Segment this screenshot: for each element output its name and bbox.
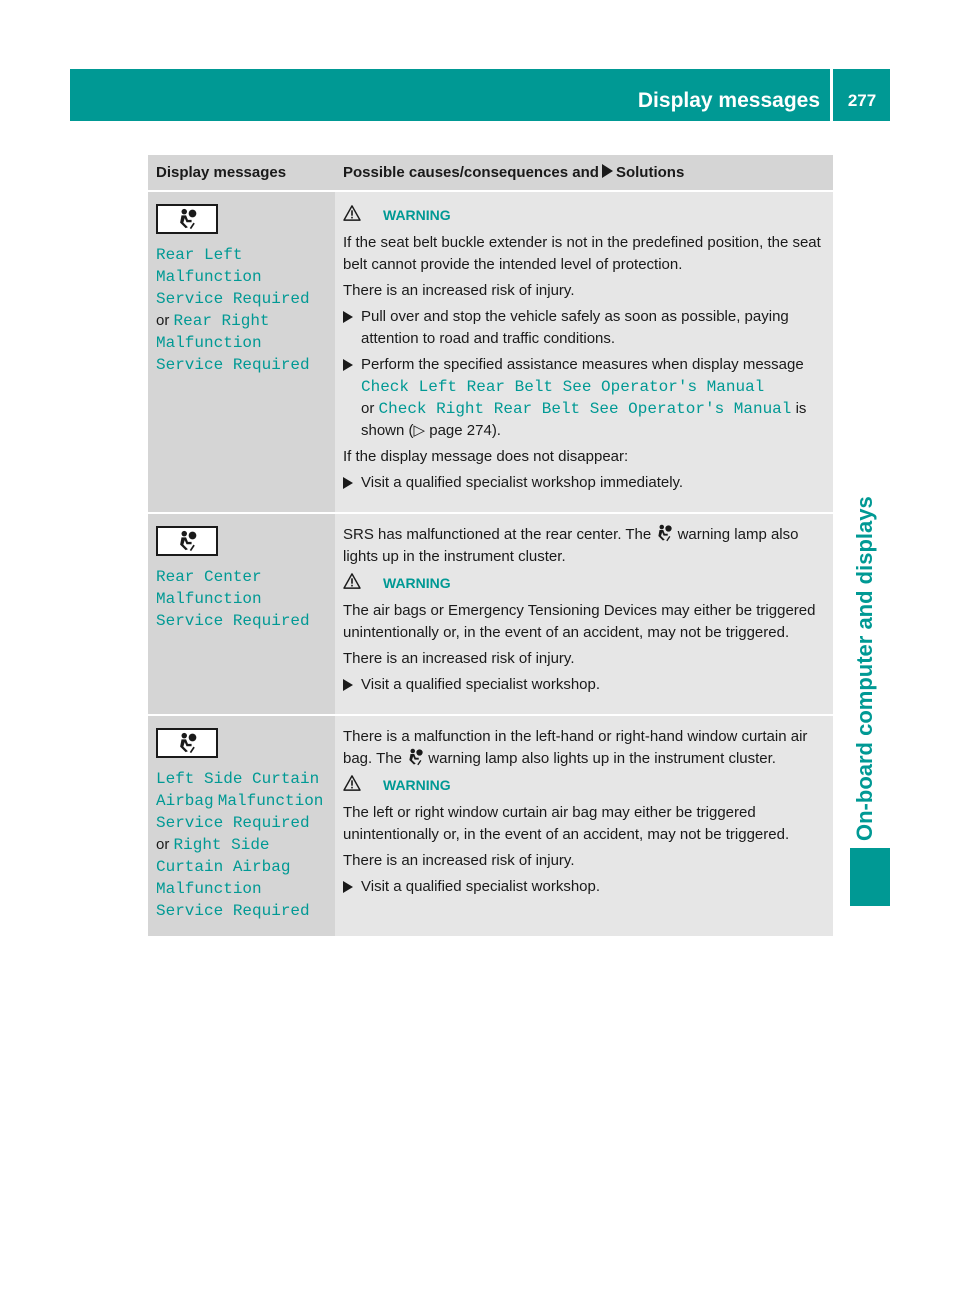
warning-heading: WARNING	[343, 204, 825, 226]
solution-cell	[335, 513, 833, 715]
message-text: Rear Center	[156, 568, 262, 586]
arrow-right-icon	[343, 477, 353, 489]
message-cell	[148, 715, 335, 936]
warning-triangle-icon	[343, 775, 361, 791]
risk-text: There is an increased risk of injury.	[343, 852, 575, 869]
step-item: Visit a qualified specialist workshop.	[343, 674, 825, 696]
message-text: Service Required	[156, 902, 310, 920]
message-ref: Check Right Rear Belt See Operator's Manual	[378, 400, 792, 418]
risk-text: There is an increased risk of injury.	[343, 282, 575, 299]
message-text: Malfunction	[156, 268, 262, 286]
airbag-icon	[156, 204, 218, 234]
message-text: Service Required	[156, 356, 310, 374]
intro-text: SRS has malfunctioned at the rear center. The warning lamp also lights up in the instrument cluster.	[343, 526, 799, 565]
message-cell	[148, 513, 335, 715]
page-number: 277	[847, 91, 877, 110]
or-label: or	[156, 836, 170, 853]
airbag-icon	[655, 524, 673, 542]
table-row	[148, 715, 833, 936]
page-ref-link[interactable]: page 274).	[429, 422, 501, 439]
col-header-messages: Display messages	[148, 155, 335, 191]
step-item: Visit a qualified specialist workshop.	[343, 876, 825, 898]
warning-triangle-icon	[343, 573, 361, 589]
message-cell	[148, 191, 335, 513]
message-text: Left Side Curtain	[156, 770, 320, 788]
message-text: Service Required	[156, 612, 310, 630]
message-alt	[156, 310, 327, 332]
thumb-tab	[850, 848, 890, 906]
arrow-right-icon	[343, 679, 353, 691]
arrow-right-icon	[343, 881, 353, 893]
airbag-icon	[156, 728, 218, 758]
display-messages-table	[148, 155, 833, 936]
arrow-right-icon	[343, 311, 353, 323]
header-bar	[70, 69, 890, 121]
airbag-icon	[156, 526, 218, 556]
table-row	[148, 191, 833, 513]
step-item: Perform the specified assistance measures when display message Check Left Rear Belt See Operator's Manual or Check Right Rear Belt See Operator's Manual is shown (▷ page 274).	[343, 354, 825, 442]
solution-cell	[335, 191, 833, 513]
side-label: On-board computer and displays	[852, 496, 877, 841]
message-text: Service Required	[156, 814, 310, 832]
message-text: Rear Right	[173, 312, 270, 330]
page-ref-arrow-icon: ▷	[413, 422, 426, 439]
table-header-row	[148, 155, 833, 191]
page-title: Display messages	[637, 89, 820, 112]
solution-cell	[335, 715, 833, 936]
message-ref: Check Left Rear Belt See Operator's Manual	[361, 378, 765, 396]
warning-heading: WARNING	[343, 774, 825, 796]
warning-text: The left or right window curtain air bag may either be triggered unintentionally or, in the event of an accident, may not be triggered.	[343, 804, 790, 843]
message-text: Malfunction	[156, 590, 262, 608]
message-text: Airbag	[156, 792, 214, 810]
or-label: or	[156, 312, 170, 329]
message-text: Service Required	[156, 290, 310, 308]
col-header-solutions-label: Solutions	[615, 164, 685, 181]
step-item: Pull over and stop the vehicle safely as soon as possible, paying attention to road and traffic conditions.	[343, 306, 825, 350]
col-header-causes: Possible causes/consequences and	[343, 164, 599, 181]
warning-text: If the seat belt buckle extender is not in the predefined position, the seat belt cannot provide the intended level of protection.	[343, 234, 821, 273]
step-item: Visit a qualified specialist workshop immediately.	[343, 472, 825, 494]
side-tab	[840, 121, 890, 865]
message-text: Malfunction	[217, 792, 324, 810]
warning-triangle-icon	[343, 205, 361, 221]
risk-text: There is an increased risk of injury.	[343, 650, 575, 667]
header-divider	[830, 69, 833, 121]
arrow-right-icon	[343, 359, 353, 371]
message-text: Right Side	[173, 836, 270, 854]
warning-text: The air bags or Emergency Tensioning Devices may either be triggered unintentionally or, in the event of an accident, may not be triggered.	[343, 602, 816, 641]
col-header-solutions	[335, 155, 833, 191]
message-text: Curtain Airbag	[156, 858, 291, 876]
intro-text: There is a malfunction in the left-hand or right-hand window curtain air bag. The warning lamp also lights up in the instrument cluster.	[343, 728, 808, 767]
message-text: Rear Left	[156, 246, 243, 264]
arrow-right-icon	[602, 164, 613, 178]
airbag-icon	[406, 748, 424, 766]
message-text: Malfunction	[156, 880, 262, 898]
message-text: Malfunction	[156, 334, 262, 352]
message-line	[156, 790, 327, 812]
warning-heading: WARNING	[343, 572, 825, 594]
instruction-text: If the display message does not disappear:	[343, 448, 629, 465]
table-row	[148, 513, 833, 715]
message-alt	[156, 834, 327, 856]
